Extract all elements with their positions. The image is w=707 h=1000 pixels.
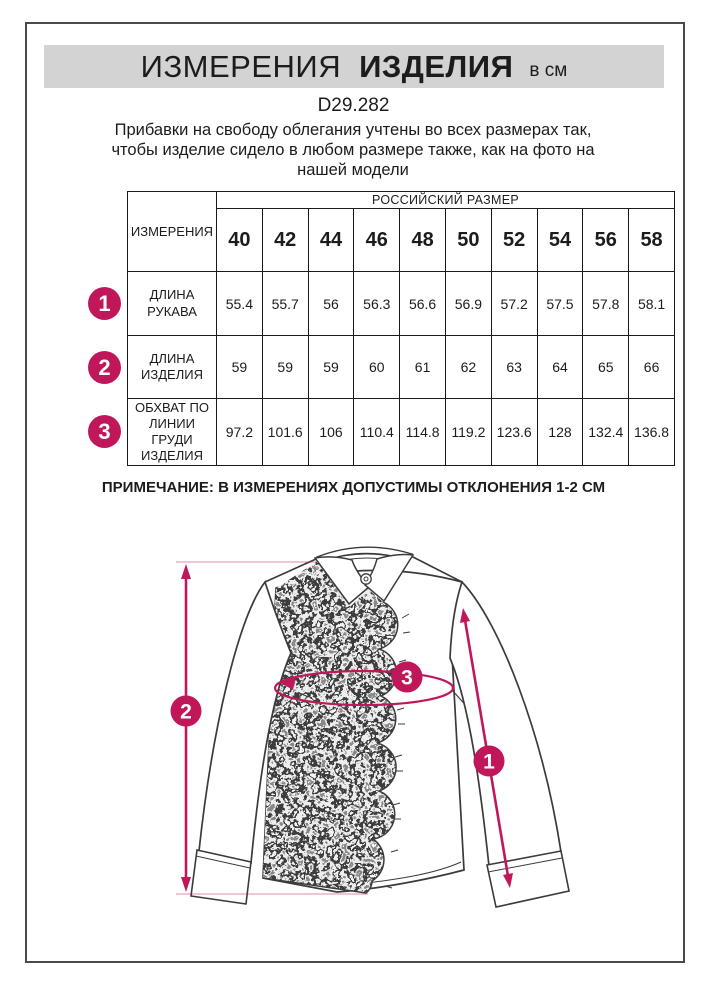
measurement-value: 55.4 xyxy=(217,272,263,336)
fit-description: Прибавки на свободу облегания учтены во всех размерах так, чтобы изделие сидело в любом размере также, как на фото на нашей модели xyxy=(111,121,595,179)
product-code: D29.282 xyxy=(317,95,390,116)
measurement-value: 55.7 xyxy=(262,272,308,336)
measurement-value: 136.8 xyxy=(629,399,675,466)
measurement-value: 64 xyxy=(537,336,583,399)
row-label: ОБХВАТ ПО ЛИНИИ ГРУДИ ИЗДЕЛИЯ xyxy=(128,399,217,466)
measurement-value: 57.5 xyxy=(537,272,583,336)
row-label: ДЛИНА ИЗДЕЛИЯ xyxy=(128,336,217,399)
page-title: ИЗМЕРЕНИЯ xyxy=(140,48,342,84)
shirt-body-outline xyxy=(263,570,464,892)
table-corner-header: ИЗМЕРЕНИЯ xyxy=(128,192,217,272)
measurement-value: 58.1 xyxy=(629,272,675,336)
diagram-marker-2-label: 2 xyxy=(180,700,192,724)
size-table xyxy=(127,191,675,466)
measurement-value: 56.6 xyxy=(400,272,446,336)
arrow-down-icon xyxy=(181,877,191,892)
title-unit-label: в см xyxy=(529,59,568,81)
measurement-value: 63 xyxy=(491,336,537,399)
measurement-value: 123.6 xyxy=(491,399,537,466)
measurement-value: 61 xyxy=(400,336,446,399)
table-row xyxy=(128,272,675,336)
measurement-value: 62 xyxy=(445,336,491,399)
size-col-46: 46 xyxy=(354,209,400,272)
row-marker-1 xyxy=(88,287,121,320)
diagram-marker-3-label: 3 xyxy=(401,666,413,690)
diagram-marker-1-label: 1 xyxy=(483,750,495,774)
measurement-value: 66 xyxy=(629,336,675,399)
measurement-value: 59 xyxy=(262,336,308,399)
row-marker-2-label: 2 xyxy=(98,354,111,380)
measurement-value: 59 xyxy=(217,336,263,399)
table-row xyxy=(128,336,675,399)
size-col-44: 44 xyxy=(308,209,354,272)
size-col-58: 58 xyxy=(629,209,675,272)
size-col-56: 56 xyxy=(583,209,629,272)
measurement-value: 101.6 xyxy=(262,399,308,466)
tolerance-note: ПРИМЕЧАНИЕ: В ИЗМЕРЕНИЯХ ДОПУСТИМЫ ОТКЛОНЕНИЯ 1-2 СМ xyxy=(101,479,606,496)
collar-button-icon xyxy=(361,574,371,584)
garment-measurement-diagram xyxy=(150,535,620,940)
measurement-value: 60 xyxy=(354,336,400,399)
arrow-up-icon xyxy=(181,564,191,579)
size-col-50: 50 xyxy=(445,209,491,272)
table-row xyxy=(128,399,675,466)
shirt-line-art xyxy=(191,547,569,907)
row-marker-3-label: 3 xyxy=(98,418,111,444)
row-marker-3 xyxy=(88,415,121,448)
measurement-value: 110.4 xyxy=(354,399,400,466)
measurement-value: 119.2 xyxy=(445,399,491,466)
size-col-40: 40 xyxy=(217,209,263,272)
size-col-52: 52 xyxy=(491,209,537,272)
row-marker-1-label: 1 xyxy=(98,290,111,316)
measurement-value: 65 xyxy=(583,336,629,399)
russian-size-header: РОССИЙСКИЙ РАЗМЕР xyxy=(217,192,675,209)
measurement-value: 132.4 xyxy=(583,399,629,466)
measurement-value: 97.2 xyxy=(217,399,263,466)
measurement-value: 114.8 xyxy=(400,399,446,466)
row-marker-2 xyxy=(88,351,121,384)
measurement-value: 56.9 xyxy=(445,272,491,336)
title-bar xyxy=(44,45,664,88)
page-title-emphasis: ИЗДЕЛИЯ xyxy=(359,48,514,84)
row-label: ДЛИНА РУКАВА xyxy=(128,272,217,336)
size-col-42: 42 xyxy=(262,209,308,272)
measurement-value: 57.8 xyxy=(583,272,629,336)
size-col-54: 54 xyxy=(537,209,583,272)
measurement-value: 57.2 xyxy=(491,272,537,336)
measurement-value: 128 xyxy=(537,399,583,466)
measurement-value: 56 xyxy=(308,272,354,336)
measurement-value: 106 xyxy=(308,399,354,466)
size-col-48: 48 xyxy=(400,209,446,272)
measurement-value: 59 xyxy=(308,336,354,399)
measurement-value: 56.3 xyxy=(354,272,400,336)
